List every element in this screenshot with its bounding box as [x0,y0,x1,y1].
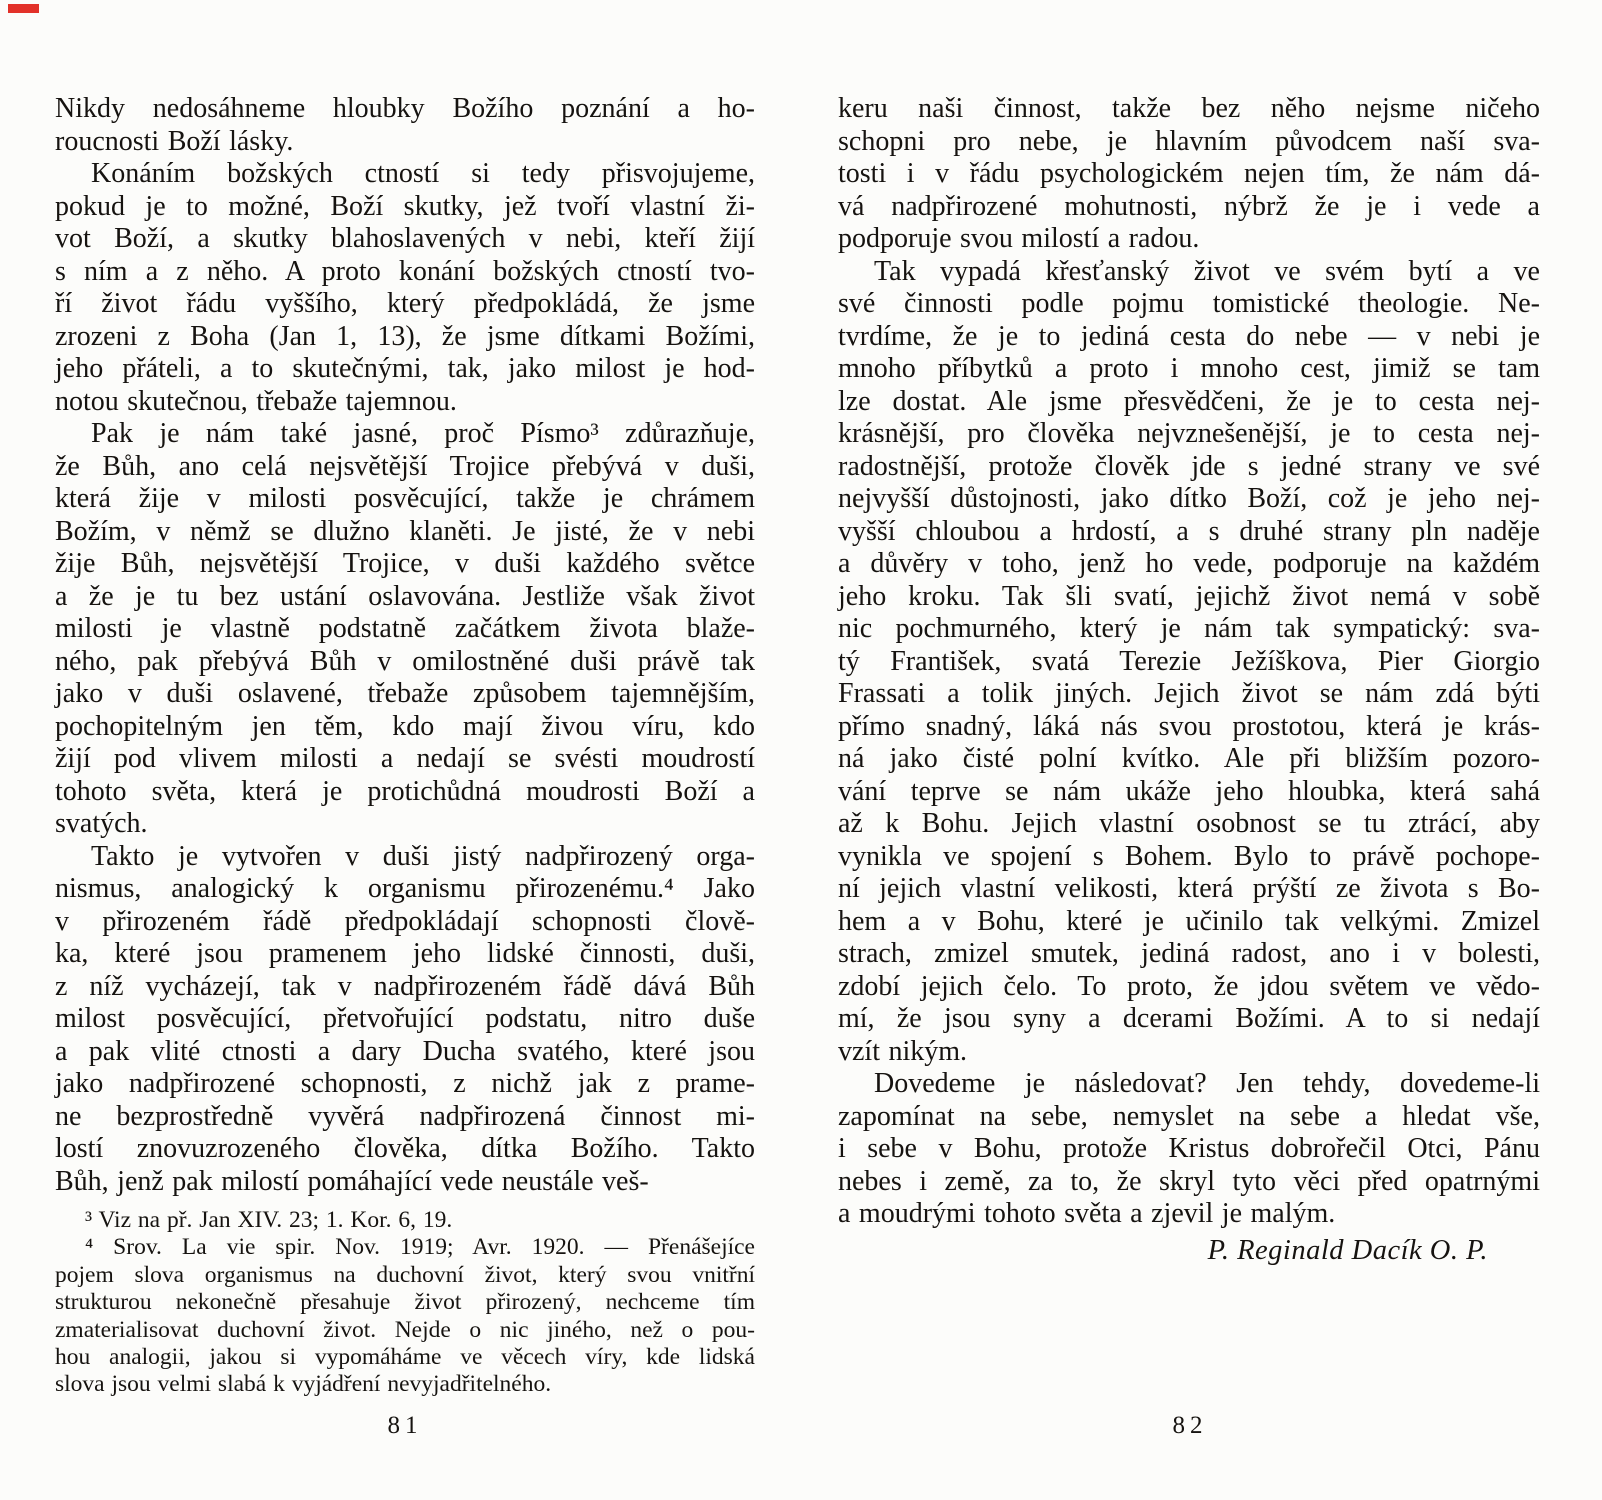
text-line: až k Bohu. Jejich vlastní osobnost se tu ztrácí, aby [838,808,1540,839]
footnote-line: strukturou nekonečně přesahuje život přirozený, nechceme tím [55,1289,755,1316]
text-line: Pak je nám také jasné, proč Písmo³ zdůrazňuje, [91,418,755,449]
text-line: keru naši činnost, takže bez něho nejsme ničeho [838,93,1540,124]
text-line: roucnosti Boží lásky. [55,125,294,157]
text-line: jeho kroku. Tak šli svatí, jejichž život nemá v sobě [838,580,1540,612]
paragraph [55,93,755,158]
text-line: Tak vypadá křesťanský život ve svém bytí a ve [874,255,1540,287]
paragraph [55,841,755,1199]
text-line: nebes i země, za to, že skryl tyto věci před opatrnými [838,1165,1540,1197]
text-line: vot Boží, a skutky blahoslavených v nebi, kteří žijí [55,223,755,254]
text-line: a důvěry v toho, jenž ho vede, podporuje na každém [838,548,1540,579]
text-line: ná jako čisté polní kvítko. Ale při bližším pozoro- [838,743,1540,774]
text-line: tohoto světa, která je protichůdná moudrosti Boží a [55,775,755,807]
text-line: z níž vycházejí, tak v nadpřirozeném řádě dává Bůh [55,970,755,1002]
text-line: lostí znovuzrozeného člověka, dítka Božího. Takto [55,1133,755,1164]
text-line: ne bezprostředně vyvěrá nadpřirozená činnost mi- [55,1100,755,1132]
text-line: ka, které jsou pramenem jeho lidské činnosti, duši, [55,938,755,969]
footnote-line: slova jsou velmi slabá k vyjádření nevyjadřitelného. [55,1371,552,1398]
footnote-line: pojem slova organismus na duchovní život, který svou vnitřní [55,1261,755,1288]
paragraph [838,1068,1540,1231]
text-line: radostnější, protože člověk jde s jedné strany ve své [838,450,1540,482]
text-line: ného, pak přebývá Bůh v omilostněné duši právě tak [55,645,755,677]
paragraph [55,418,755,841]
text-line: v přirozeném řádě předpokládají schopnosti člově- [55,905,755,937]
text-line: tosti i v řádu psychologickém nejen tím, že nám dá- [838,158,1540,189]
text-column-right-page-82 [838,93,1540,1267]
text-line: ří život řádu vyššího, který předpokládá, že jsme [55,288,755,319]
text-line: Bůh, jenž pak milostí pomáhající vede neustále veš- [55,1165,649,1197]
text-line: jako nadpřirozené schopnosti, z nichž jak z prame- [55,1068,755,1099]
text-line: krásnější, pro člověka nejvznešenější, je to cesta nej- [838,418,1540,449]
paragraph [55,158,755,418]
text-line: s ním a z něho. A proto konání božských ctností tvo- [55,255,755,287]
text-line: žijí pod vlivem milosti a nedají se svésti moudrostí [55,743,755,774]
text-line: hem a v Bohu, které je učinilo tak velkými. Zmizel [838,905,1540,937]
text-line: Konáním božských ctností si tedy přisvojujeme, [91,158,755,189]
text-line: podporuje svou milostí a radou. [838,223,1200,254]
text-line: jako v duši oslavené, třebaže způsobem tajemnějším, [55,678,755,709]
footnote [55,1207,755,1234]
text-line: zapomínat na sebe, nemyslet na sebe a hledat vše, [838,1100,1540,1132]
column-left-body [55,93,755,1399]
text-line: a že je tu bez ustání oslavována. Jestliže však život [55,580,755,612]
text-line: Frassati a tolik jiných. Jejich život se nám zdá býti [838,678,1540,709]
text-line: zrozeni z Boha (Jan 1, 13), že jsme dítkami Božími, [55,320,755,352]
text-line: své činnosti podle pojmu tomistické theologie. Ne- [838,288,1540,319]
text-line: vyšší chloubou a hrdostí, a s druhé strany pln naděje [838,515,1540,547]
text-line: přímo snadný, láká nás svou prostotou, která je krás- [838,710,1540,742]
text-line: zdobí jejich čelo. To proto, že jdou světem ve vědo- [838,970,1540,1002]
red-corner-mark [8,4,39,13]
text-column-left-page-81 [55,93,755,1399]
text-line: vynikla ve spojení s Bohem. Bylo to právě pochope- [838,840,1540,872]
text-line: Dovedeme je následovat? Jen tehdy, dovedeme-li [874,1068,1540,1099]
page-number-right: 82 [1172,1412,1208,1439]
paragraph [838,93,1540,256]
text-line: vá nadpřirozené mohutnosti, nýbrž že je i vede a [838,190,1540,222]
text-line: vání teprve se nám ukáže jeho hloubka, která sahá [838,775,1540,807]
text-line: a moudrými tohoto světa a zjevil je malým. [838,1198,1336,1229]
text-line: jeho přáteli, a to skutečnými, tak, jako milost je hod- [55,353,755,384]
text-line: tý František, svatá Terezie Ježíškova, Pier Giorgio [838,645,1540,677]
text-line: mnoho příbytků a proto i mnoho cest, jimiž se tam [838,353,1540,384]
paragraph [838,256,1540,1069]
text-line: i sebe v Bohu, protože Kristus dobrořečil Otci, Pánu [838,1133,1540,1164]
text-line: pochopitelným jen těm, kdo mají živou víru, kdo [55,710,755,742]
author-signature: P. Reginald Dacík O. P. [1207,1234,1488,1266]
text-line: svatých. [55,808,148,839]
footnote [55,1234,755,1398]
text-line: Božím, v němž se dlužno klaněti. Je jisté, že v nebi [55,515,755,547]
text-line: která žije v milosti posvěcující, takže je chrámem [55,483,755,514]
text-line: milost posvěcující, přetvořující podstatu, nitro duše [55,1003,755,1034]
footnote-line: ³ Viz na př. Jan XIV. 23; 1. Kor. 6, 19. [85,1207,453,1233]
text-line: nejvyšší důstojnosti, jako dítko Boží, což je jeho nej- [838,483,1540,514]
text-line: ní jejich vlastní velikosti, která prýští ze života s Bo- [838,873,1540,904]
text-line: a pak vlité ctnosti a dary Ducha svatého, které jsou [55,1035,755,1067]
text-line: žije Bůh, nejsvětější Trojice, v duši každého světce [55,548,755,579]
text-line: mí, že jsou syny a dcerami Božími. A to si nedají [838,1003,1540,1034]
text-line: že Bůh, ano celá nejsvětější Trojice přebývá v duši, [55,450,755,482]
footnotes-block [55,1207,755,1399]
column-right-body [838,93,1540,1231]
text-line: Takto je vytvořen v duši jistý nadpřirozený orga- [91,840,755,872]
text-line: lze dostat. Ale jsme přesvědčeni, že je to cesta nej- [838,385,1540,417]
text-line: tvrdíme, že je to jediná cesta do nebe — v nebi je [838,320,1540,352]
text-line: nic pochmurného, který je nám tak sympatický: sva- [838,613,1540,644]
footnote-line: ⁴ Srov. La vie spir. Nov. 1919; Avr. 1920. — Přenášejíce [85,1234,755,1261]
footnote-line: hou analogii, jakou si vypomáháme ve věcech víry, kde lidská [55,1344,755,1371]
page-number-left: 81 [387,1412,423,1439]
text-line: nismus, analogický k organismu přirozenému.⁴ Jako [55,873,755,904]
text-line: strach, zmizel smutek, jediná radost, ano i v bolesti, [838,938,1540,969]
text-line: vzít nikým. [838,1035,968,1067]
footnote-line: zmaterialisovat duchovní život. Nejde o nic jiného, než o pou- [55,1316,755,1343]
text-line: schopni pro nebe, je hlavním původcem naší sva- [838,125,1540,157]
text-line: Nikdy nedosáhneme hloubky Božího poznání a ho- [55,93,755,124]
text-line: pokud je to možné, Boží skutky, jež tvoří vlastní ži- [55,190,755,222]
text-line: milosti je vlastně podstatně začátkem života blaže- [55,613,755,644]
text-line: notou skutečnou, třebaže tajemnou. [55,385,457,417]
